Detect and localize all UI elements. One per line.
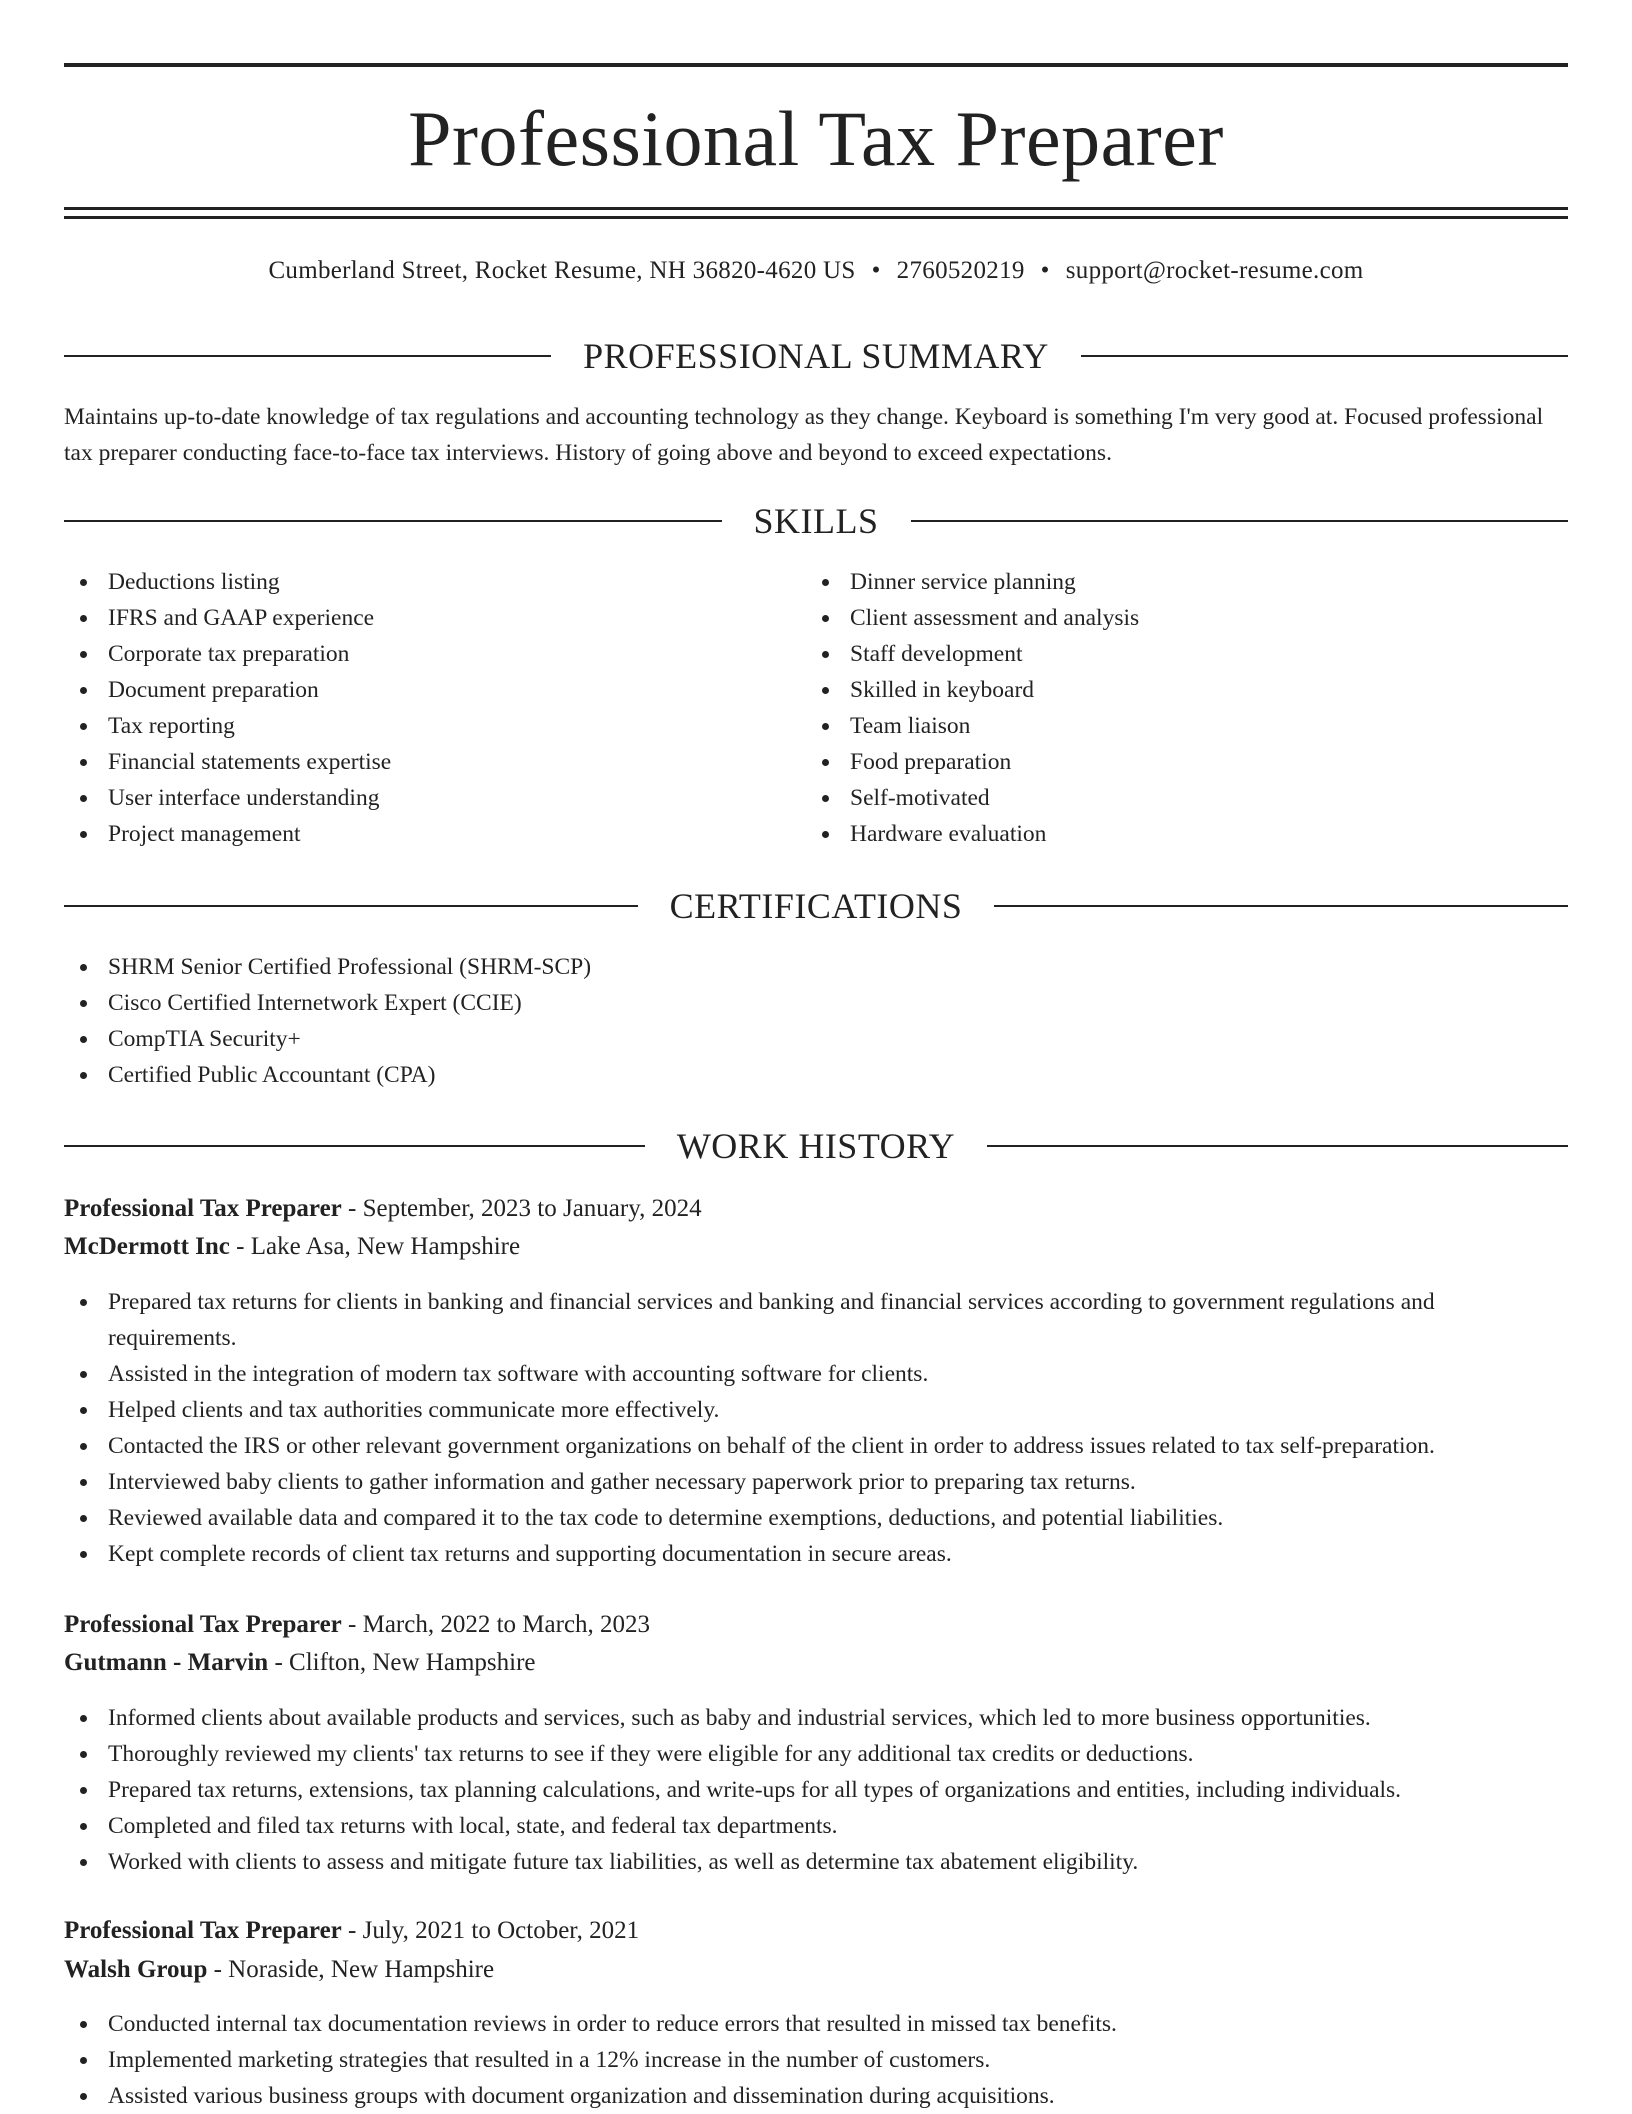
job-bullet: Interviewed baby clients to gather information and gather necessary paperwork prior to preparing tax returns. xyxy=(64,1464,1568,1500)
job-location: - Clifton, New Hampshire xyxy=(268,1649,536,1676)
job-bullet: Reviewed available data and compared it to the tax code to determine exemptions, deductions, and potential liabilities. xyxy=(64,1500,1568,1536)
job-role: Professional Tax Preparer xyxy=(64,1195,342,1222)
heading-rule xyxy=(987,1145,1568,1147)
skill-item: Tax reporting xyxy=(64,708,804,744)
job-bullet: Thoroughly reviewed my clients' tax returns to see if they were eligible for any additional tax credits or deductions. xyxy=(64,1736,1568,1772)
job-bullets xyxy=(64,2006,1568,2114)
job-company: McDermott Inc xyxy=(64,1233,230,1260)
section-heading-label: CERTIFICATIONS xyxy=(669,886,963,926)
skill-item: Project management xyxy=(64,816,804,852)
job-bullet: Informed clients about available products and services, such as baby and industrial services, which led to more business opportunities. xyxy=(64,1700,1568,1736)
skills-list-right xyxy=(806,564,1566,852)
job-bullet: Prepared tax returns for clients in banking and financial services and banking and financial services according to government regulations and requirements. xyxy=(64,1284,1568,1356)
job-bullets xyxy=(64,1284,1568,1572)
certification-item: Certified Public Accountant (CPA) xyxy=(64,1057,1568,1093)
heading-rule xyxy=(64,905,638,907)
job-dates: - July, 2021 to October, 2021 xyxy=(341,1917,640,1944)
job-company-line xyxy=(64,1644,1568,1682)
job-title-line xyxy=(64,1606,1568,1644)
skill-item: Hardware evaluation xyxy=(806,816,1566,852)
skill-item: Client assessment and analysis xyxy=(806,600,1566,636)
certifications-list xyxy=(64,949,1568,1093)
section-heading-work-history xyxy=(64,1124,1568,1168)
heading-rule xyxy=(64,1145,645,1147)
skill-item: Deductions listing xyxy=(64,564,804,600)
job-company: Gutmann - Marvin xyxy=(64,1649,269,1676)
job-bullet: Assisted various business groups with document organization and dissemination during acquisitions. xyxy=(64,2078,1568,2114)
job-location: - Lake Asa, New Hampshire xyxy=(229,1233,521,1260)
job-bullet: Contacted the IRS or other relevant government organizations on behalf of the client in order to address issues related to tax self-preparation. xyxy=(64,1428,1568,1464)
top-divider xyxy=(64,63,1568,67)
heading-rule xyxy=(994,905,1568,907)
skill-item: IFRS and GAAP experience xyxy=(64,600,804,636)
job-role: Professional Tax Preparer xyxy=(64,1611,342,1638)
skill-item: Financial statements expertise xyxy=(64,744,804,780)
title-double-divider xyxy=(64,207,1568,219)
job-dates: - March, 2022 to March, 2023 xyxy=(341,1611,651,1638)
section-heading-label: SKILLS xyxy=(753,501,879,541)
job-title-line xyxy=(64,1912,1568,1950)
heading-rule xyxy=(1081,355,1568,357)
job-bullet: Kept complete records of client tax returns and supporting documentation in secure areas. xyxy=(64,1536,1568,1572)
contact-phone: 2760520219 xyxy=(896,257,1025,284)
skills-list-left xyxy=(64,564,804,852)
job-location: - Noraside, New Hampshire xyxy=(207,1956,495,1983)
contact-address: Cumberland Street, Rocket Resume, NH 36820-4620 US xyxy=(268,257,856,284)
job-bullet: Helped clients and tax authorities communicate more effectively. xyxy=(64,1392,1568,1428)
certification-item: Cisco Certified Internetwork Expert (CCIE) xyxy=(64,985,1568,1021)
skill-item: Team liaison xyxy=(806,708,1566,744)
job-role: Professional Tax Preparer xyxy=(64,1917,342,1944)
heading-rule xyxy=(911,520,1569,522)
job-bullet: Assisted in the integration of modern tax software with accounting software for clients. xyxy=(64,1356,1568,1392)
skill-item: Self-motivated xyxy=(806,780,1566,816)
job-bullet: Completed and filed tax returns with local, state, and federal tax departments. xyxy=(64,1808,1568,1844)
job-company-line xyxy=(64,1951,1568,1989)
section-heading-label: WORK HISTORY xyxy=(676,1126,956,1166)
section-heading-certifications xyxy=(64,884,1568,928)
skill-item: Food preparation xyxy=(806,744,1566,780)
resume-title: Professional Tax Preparer xyxy=(408,95,1224,182)
certification-item: CompTIA Security+ xyxy=(64,1021,1568,1057)
contact-separator: • xyxy=(1040,257,1050,284)
job-bullet: Conducted internal tax documentation reviews in order to reduce errors that resulted in missed tax benefits. xyxy=(64,2006,1568,2042)
section-heading-summary xyxy=(64,334,1568,378)
contact-separator: • xyxy=(871,257,881,284)
job-bullet: Prepared tax returns, extensions, tax planning calculations, and write-ups for all types of organizations and entities, including individuals. xyxy=(64,1772,1568,1808)
skill-item: User interface understanding xyxy=(64,780,804,816)
skill-item: Skilled in keyboard xyxy=(806,672,1566,708)
job-bullet: Implemented marketing strategies that resulted in a 12% increase in the number of customers. xyxy=(64,2042,1568,2078)
heading-rule xyxy=(64,355,551,357)
section-heading-label: PROFESSIONAL SUMMARY xyxy=(583,336,1049,376)
skill-item: Staff development xyxy=(806,636,1566,672)
certification-item: SHRM Senior Certified Professional (SHRM-SCP) xyxy=(64,949,1568,985)
job-company: Walsh Group xyxy=(64,1956,208,1983)
heading-rule xyxy=(64,520,722,522)
job-dates: - September, 2023 to January, 2024 xyxy=(341,1195,702,1222)
contact-line xyxy=(64,254,1568,288)
job-title-line xyxy=(64,1190,1568,1228)
contact-email: support@rocket-resume.com xyxy=(1065,257,1364,284)
skill-item: Dinner service planning xyxy=(806,564,1566,600)
skill-item: Document preparation xyxy=(64,672,804,708)
job-company-line xyxy=(64,1228,1568,1266)
job-bullets xyxy=(64,1700,1568,1880)
skill-item: Corporate tax preparation xyxy=(64,636,804,672)
section-heading-skills xyxy=(64,499,1568,543)
summary-text: Maintains up-to-date knowledge of tax regulations and accounting technology as they change. Keyboard is something I'm very good at. Focused professional tax preparer conducting face-to-face tax interviews. History of going above and beyond to exceed expectations. xyxy=(64,404,1544,466)
job-bullet: Worked with clients to assess and mitigate future tax liabilities, as well as determine tax abatement eligibility. xyxy=(64,1844,1568,1880)
